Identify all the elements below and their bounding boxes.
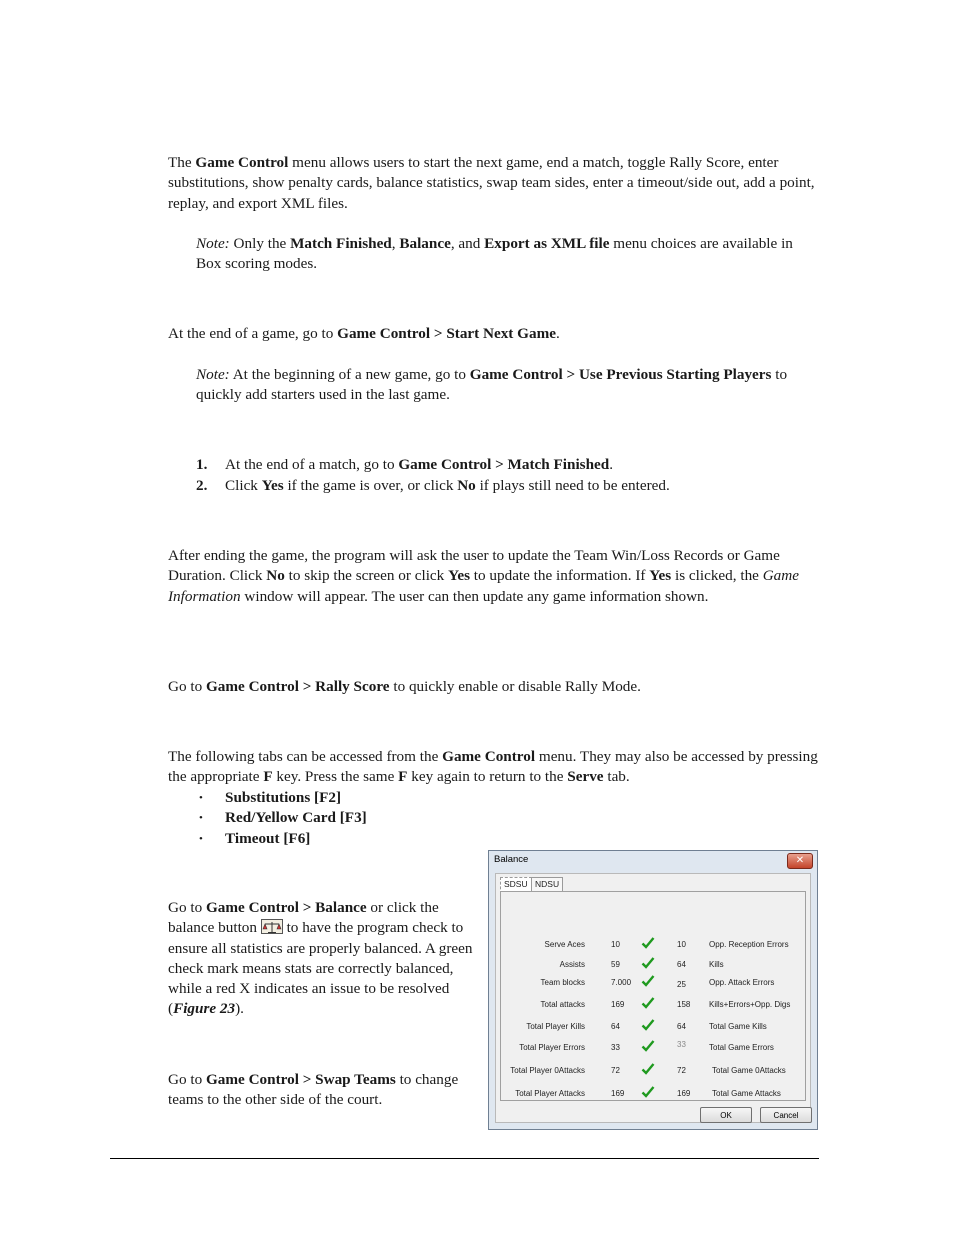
team-value: 169 (611, 1089, 625, 1098)
row-label: Total Player Errors (519, 1043, 585, 1052)
opp-value: 64 (677, 1022, 686, 1031)
row-label-opp: Kills (709, 960, 724, 969)
bullet-glyph: • (199, 833, 203, 845)
check-icon (641, 936, 655, 950)
table-row (501, 960, 807, 974)
table-row (501, 940, 807, 954)
table-row (501, 978, 807, 992)
step-text: Click Yes if the game is over, or click No if plays still need to be entered. (225, 477, 670, 494)
opp-value: 25 (677, 980, 686, 989)
row-label-opp: Opp. Attack Errors (709, 978, 775, 987)
bullet-glyph: • (199, 792, 203, 804)
table-row (501, 1022, 807, 1036)
after-ending-paragraph: After ending the game, the program will ask the user to update the Team Win/Loss Records or Game Duration. Click No to skip the screen or click Yes to update the information. If Yes is clicked, the Game Information window will appear. The user can then update any game information shown. (168, 547, 799, 605)
row-label: Team blocks (540, 978, 585, 987)
opp-value: 64 (677, 960, 686, 969)
opp-value: 169 (677, 1089, 691, 1098)
row-label: Serve Aces (544, 940, 585, 949)
row-label: Total attacks (540, 1000, 585, 1009)
row-label-opp: Total Game Errors (709, 1043, 774, 1052)
team-value: 59 (611, 960, 620, 969)
row-label-opp: Total Game Kills (709, 1022, 767, 1031)
tabs-paragraph: The following tabs can be accessed from the Game Control menu. They may also be accessed by pressing the appropriate F key. Press the same F key again to return to the Serve tab. (168, 748, 818, 786)
opp-value: 158 (677, 1000, 691, 1009)
row-label-opp: Total Game 0Attacks (712, 1066, 786, 1075)
balance-panel (500, 891, 806, 1101)
team-value: 169 (611, 1000, 625, 1009)
note-box-scoring: Note: Only the Match Finished, Balance, and Export as XML file menu choices are available in Box scoring modes. (196, 235, 793, 273)
team-value: 10 (611, 940, 620, 949)
swap-teams-paragraph: Go to Game Control > Swap Teams to change teams to the other side of the court. (168, 1071, 459, 1109)
table-row (501, 1066, 807, 1080)
check-icon (641, 974, 655, 988)
cancel-button[interactable]: Cancel (760, 1107, 812, 1123)
ok-button[interactable]: OK (700, 1107, 752, 1123)
row-label: Total Player 0Attacks (510, 1066, 585, 1075)
tab-sdsu[interactable]: SDSU (500, 877, 532, 894)
list-item: Red/Yellow Card [F3] (225, 809, 367, 826)
opp-value: 33 (677, 1040, 686, 1049)
step-text: At the end of a match, go to Game Control > Match Finished. (225, 456, 614, 473)
row-label: Total Player Kills (526, 1022, 585, 1031)
bullet-glyph: • (199, 812, 203, 824)
team-value: 72 (611, 1066, 620, 1075)
row-label-opp: Opp. Reception Errors (709, 940, 789, 949)
check-icon (641, 1039, 655, 1053)
row-label: Assists (559, 960, 585, 969)
list-item: Substitutions [F2] (225, 789, 342, 806)
list-item: Timeout [F6] (225, 830, 311, 847)
check-icon (641, 1062, 655, 1076)
balance-dialog (488, 850, 818, 1130)
check-icon (641, 996, 655, 1010)
balance-scale-icon (261, 919, 283, 934)
intro-paragraph: The Game Control menu allows users to start the next game, end a match, toggle Rally Score, enter substitutions, show penalty cards, balance statistics, swap team sides, enter a timeout/side out, add a point, replay, and export XML files. (168, 154, 815, 212)
step-number: 2. (196, 477, 208, 494)
check-icon (641, 956, 655, 970)
table-row (501, 1089, 807, 1103)
opp-value: 10 (677, 940, 686, 949)
tab-ndsu[interactable]: NDSU (531, 877, 563, 891)
step-number: 1. (196, 456, 208, 473)
dialog-title: Balance (494, 854, 529, 865)
check-icon (641, 1085, 655, 1099)
row-label: Total Player Attacks (515, 1089, 585, 1098)
close-icon[interactable]: ✕ (787, 853, 813, 869)
team-value: 64 (611, 1022, 620, 1031)
table-row (501, 1000, 807, 1014)
team-value: 33 (611, 1043, 620, 1052)
footer-rule (110, 1158, 819, 1159)
check-icon (641, 1018, 655, 1032)
row-label-opp: Kills+Errors+Opp. Digs (709, 1000, 791, 1009)
row-label-opp: Total Game Attacks (712, 1089, 781, 1098)
table-row (501, 1040, 807, 1057)
note-previous-starters: Note: At the beginning of a new game, go to Game Control > Use Previous Starting Players to quickly add starters used in the last game. (196, 366, 788, 404)
rally-score-text: Go to Game Control > Rally Score to quickly enable or disable Rally Mode. (168, 678, 641, 695)
dialog-body (495, 873, 811, 1123)
start-next-game-text: At the end of a game, go to Game Control > Start Next Game. (168, 325, 560, 342)
balance-paragraph: Go to Game Control > Balance or click the balance button to have the program check to ensure all statistics are properly balanced. A green check mark means stats are correctly balanced, while a red X indicates an issue to be resolved (Figure 23). (168, 899, 473, 1018)
opp-value: 72 (677, 1066, 686, 1075)
team-value: 7.000 (611, 978, 632, 987)
